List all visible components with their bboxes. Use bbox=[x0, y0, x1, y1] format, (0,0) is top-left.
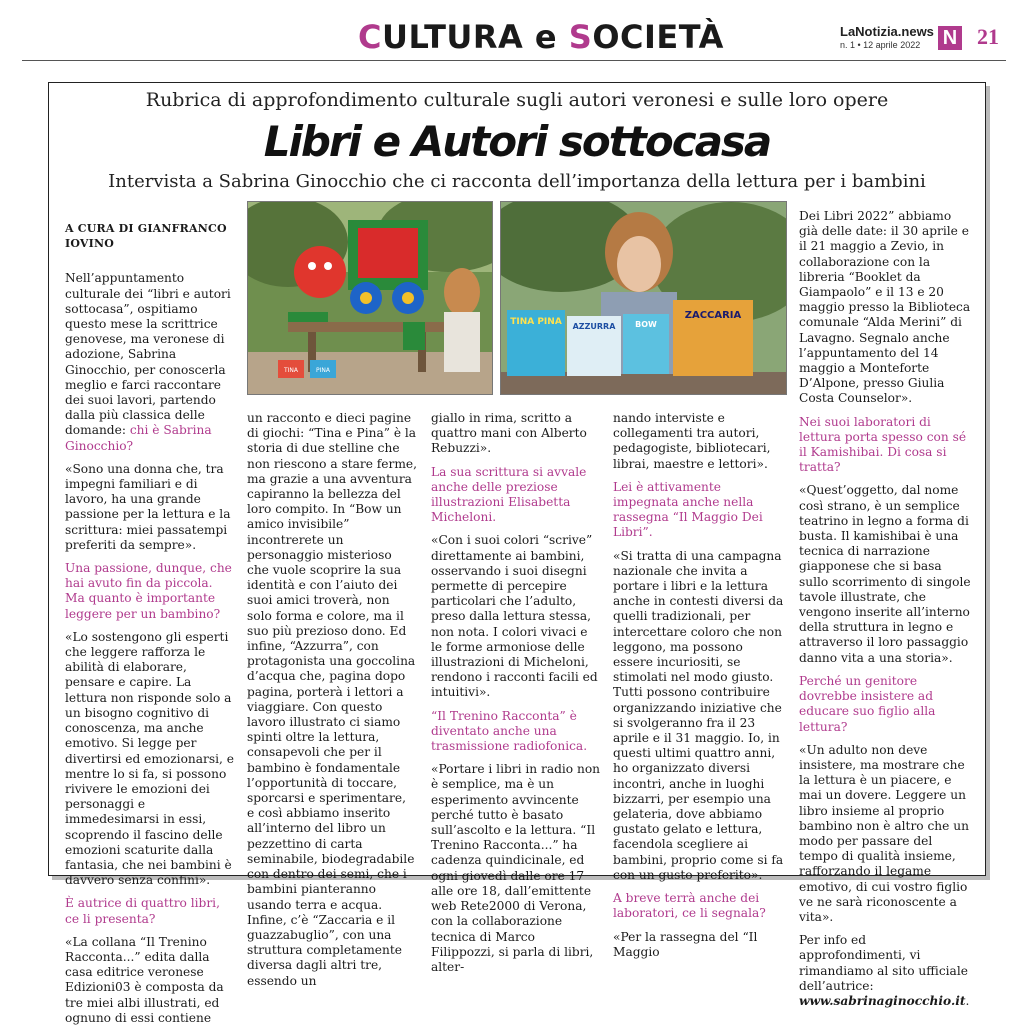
article-kicker: Rubrica di approfondimento culturale sugli autori veronesi e sulle loro opere bbox=[145, 89, 889, 111]
paragraph-text: «La collana “Il Trenino Racconta...” edita dalla casa editrice veronese Edizioni03 è composta da tre miei albi illustrati, ed ognuno di essi contiene bbox=[65, 934, 224, 1025]
paragraph-text: «Per la rassegna del “Il Maggio bbox=[613, 929, 758, 959]
paragraph bbox=[613, 549, 785, 883]
paragraph-text: «Portare i libri in radio non è semplice, ma è un esperimento avvincente perché tutto è basato sull’ascolto e la lettura. “Il Trenino Racconta...” ha cadenza quindicinale, ed ogni giovedì dalle ore 17 alle ore 18, dall’emittente web Rete2000 di Verona, con la collaborazione tecnica di Marco Filippozzi, si parla di libri, alter- bbox=[431, 762, 601, 974]
page-header bbox=[0, 0, 1028, 62]
column-2-body: un racconto e dieci pagine di giochi: “Tina e Pina” è la storia di due stelline che non riescono a stare ferme, ma grazie a una avventura capiranno la bellezza del loro compito. In “Bow un amico invisibile” incontrerete un personaggio misterioso che vuole scoprire la sua identità e con l’aiuto dei suoi amici troverà, non solo forma e colore, ma il suo più prezioso dono. Ed infine, “Azzurra”, con protagonista una goccolina d’acqua che, pagina dopo pagina, porterà i lettori a viaggiare. Con questo lavoro illustrato ci siamo spinti oltre la lettura, consapevoli che per il bambino è fondamentale l’opportunità di toccare, sporcarsi e sperimentare, e così abbiamo inserito all’interno del libro un pezzettino di carta seminabile, biodegradabile con dentro dei semi, che i bambini pianteranno usando terra e acqua. Infine, c’è “Zaccaria e il guazzabuglio”, con una struttura completamente diversa dagli altri tre, essendo un bbox=[247, 411, 417, 988]
photo-author-with-train bbox=[247, 201, 493, 395]
paragraph-text: Nell’appuntamento culturale dei “libri e autori sottocasa”, ospitiamo questo mese la scrittrice genovese, ma veronese di adozione, Sabrina Ginocchio, per conoscerla meglio e farci raccontare dei suoi lavori, partendo dalla più classica delle domande: bbox=[65, 271, 231, 438]
question-text: Perché un genitore dovrebbe insistere ad educare suo figlio alla lettura? bbox=[799, 673, 936, 734]
header-divider bbox=[22, 60, 1006, 61]
page-number: 21 bbox=[977, 24, 999, 49]
paragraph-text: nando interviste e collegamenti tra autori, pedagogiste, bibliotecari, librai, maestre e lettori». bbox=[613, 411, 771, 471]
section-title: CULTURA e SOCIETÀ bbox=[358, 18, 724, 56]
article-frame bbox=[48, 82, 986, 1025]
paragraph-text: Dei Libri 2022” abbiamo già delle date: il 30 aprile e il 21 maggio a Zevio, in collaborazione con la libreria “Booklet da Giampaolo” e il 13 e 20 maggio presso la Biblioteca comunale “Alda Merini” di Lavagno. Segnalo anche l’appuntamento del 14 maggio a Monteforte D’Alpone, presso Giulia Costa Counselor». bbox=[799, 209, 971, 406]
article-column-4 bbox=[613, 411, 785, 968]
paragraph-text: «Un adulto non deve insistere, ma mostrare che la lettura è un piacere, e mai un dovere. Leggere un libro insieme al proprio bambino non è altro che un modo per passare del tempo di qualità insieme, rafforzando il legame emotivo, di cui vostro figlio ve ne sarà riconoscente a vita». bbox=[799, 742, 969, 924]
paragraph bbox=[431, 411, 601, 457]
masthead-logo: N bbox=[938, 26, 962, 50]
interview-question bbox=[799, 674, 971, 735]
paragraph-text: «Lo sostengono gli esperti che leggere rafforza le abilità di elaborare, pensare e capire. La lettura non risponde solo a un bisogno cognitivo di conoscenza, ma anche emotivo. Si legge per divertirsi ed emozionarsi, e mentre lo si fa, si possono rivivere le emozioni dei personaggi e immedesimarsi in essi, scoprendo il fascino delle emozioni scaturite dalla fantasia, che nei bambini è davvero senza confini». bbox=[65, 629, 234, 888]
paragraph bbox=[431, 533, 601, 700]
paragraph-text: «Sono una donna che, tra impegni familiari e di lavoro, ha una grande passione per la lettura e la scrittura: miei passatempi preferiti da sempre». bbox=[65, 461, 231, 552]
column-5-body bbox=[799, 209, 971, 925]
interview-question bbox=[799, 415, 971, 476]
question-text: Una passione, dunque, che hai avuto fin da piccola. Ma quanto è importante leggere per un bambino? bbox=[65, 561, 232, 621]
paragraph bbox=[613, 411, 785, 472]
paragraph bbox=[65, 271, 235, 453]
column-4-body bbox=[613, 411, 785, 960]
article-subhead: Intervista a Sabrina Ginocchio che ci racconta dell’importanza della lettura per i bambini bbox=[108, 171, 926, 192]
left-book-label-1: TINA bbox=[283, 367, 299, 374]
closing-note: Per info ed approfondimenti, vi rimandiamo al sito ufficiale dell’autrice: www.sabrinaginocchio.it. bbox=[799, 933, 970, 1008]
interview-question bbox=[613, 480, 785, 541]
question-text: Lei è attivamente impegnata anche nella rassegna “Il Maggio Dei Libri”. bbox=[613, 479, 763, 540]
paragraph bbox=[799, 483, 971, 665]
left-book-label-2: PINA bbox=[316, 367, 330, 374]
question-text: A breve terrà anche dei laboratori, ce li segnala? bbox=[613, 891, 766, 921]
interview-question bbox=[431, 465, 601, 526]
photo-author-with-train-image bbox=[248, 202, 492, 394]
paragraph bbox=[613, 930, 785, 960]
article-column-2 bbox=[247, 411, 417, 997]
paragraph bbox=[65, 462, 235, 553]
right-book-label-4: ZACCARIA bbox=[684, 310, 742, 321]
byline: A CURA DI GIANFRANCO IOVINO bbox=[65, 222, 227, 251]
author-website-link[interactable]: www.sabrinaginocchio.it bbox=[799, 993, 966, 1008]
interview-question bbox=[431, 709, 601, 755]
photo-author-with-books bbox=[500, 201, 787, 395]
paragraph bbox=[799, 743, 971, 925]
paragraph bbox=[431, 762, 601, 975]
masthead-issue: n. 1 • 12 aprile 2022 bbox=[840, 40, 921, 50]
interview-question bbox=[65, 896, 235, 926]
right-book-label-3: BOW bbox=[635, 320, 657, 329]
paragraph bbox=[799, 209, 971, 407]
column-1-body bbox=[65, 271, 235, 1026]
paragraph-text: «Con i suoi colori “scrive” direttamente ai bambini, osservando i suoi disegni permette di percepire particolari che l’adulto, preso dalla lettura stessa, non nota. I colori vivaci e le forme armoniose delle illustrazioni di Micheloni, rendono i racconti facili ed intuitivi». bbox=[431, 533, 598, 700]
paragraph-text: giallo in rima, scritto a quattro mani con Alberto Rebuzzi». bbox=[431, 411, 587, 456]
question-text: “Il Trenino Racconta” è diventato anche una trasmissione radiofonica. bbox=[431, 708, 588, 754]
article-headline: Libri e Autori sottocasa bbox=[263, 117, 771, 166]
question-text: È autrice di quattro libri, ce li presenta? bbox=[65, 896, 220, 926]
question-text: La sua scrittura si avvale anche delle preziose illustrazioni Elisabetta Micheloni. bbox=[431, 464, 587, 525]
photo-author-with-books-image bbox=[501, 202, 786, 394]
right-book-label-1: TINA PINA bbox=[510, 317, 562, 327]
paragraph bbox=[65, 630, 235, 888]
paragraph-text: «Quest’oggetto, dal nome così strano, è un semplice teatrino in legno a forma di busta. Il kamishibai è una tecnica di narrazione giapponese che si basa sullo scorrimento di singole tavole illustrate, che vengono inserite all’interno della struttura in legno e attraverso il loro passaggio danno vita a una storia». bbox=[799, 483, 971, 665]
column-3-body bbox=[431, 411, 601, 975]
paragraph bbox=[65, 935, 235, 1026]
article-column-1 bbox=[65, 221, 235, 1034]
question-text: Nei suoi laboratori di lettura porta spesso con sé il Kamishibai. Di cosa si tratta? bbox=[799, 414, 967, 475]
interview-question bbox=[65, 561, 235, 622]
article-column-3 bbox=[431, 411, 601, 983]
paragraph-text: «Si tratta di una campagna nazionale che invita a portare i libri e la lettura anche in contesti diversi da quelli tradizionali, per intercettare coloro che non leggono, ma possono essere incuriositi, se stimolati nel modo giusto. Tutti possono contribuire organizzando iniziative che si svolgeranno fra il 23 aprile e il 31 maggio. Io, in questi ultimi quattro anni, ho organizzato diversi incontri, anche in luoghi bizzarri, per esempio una gelateria, dove abbiamo gustato gelato e lettura, facendola scegliere ai bambini, proprio come si fa con un gusto preferito». bbox=[613, 548, 784, 882]
masthead bbox=[840, 24, 934, 50]
masthead-name: LaNotizia.news bbox=[840, 24, 934, 39]
right-book-label-2: AZZURRA bbox=[572, 322, 616, 331]
interview-question: chi è Sabrina Ginocchio? bbox=[65, 423, 212, 453]
